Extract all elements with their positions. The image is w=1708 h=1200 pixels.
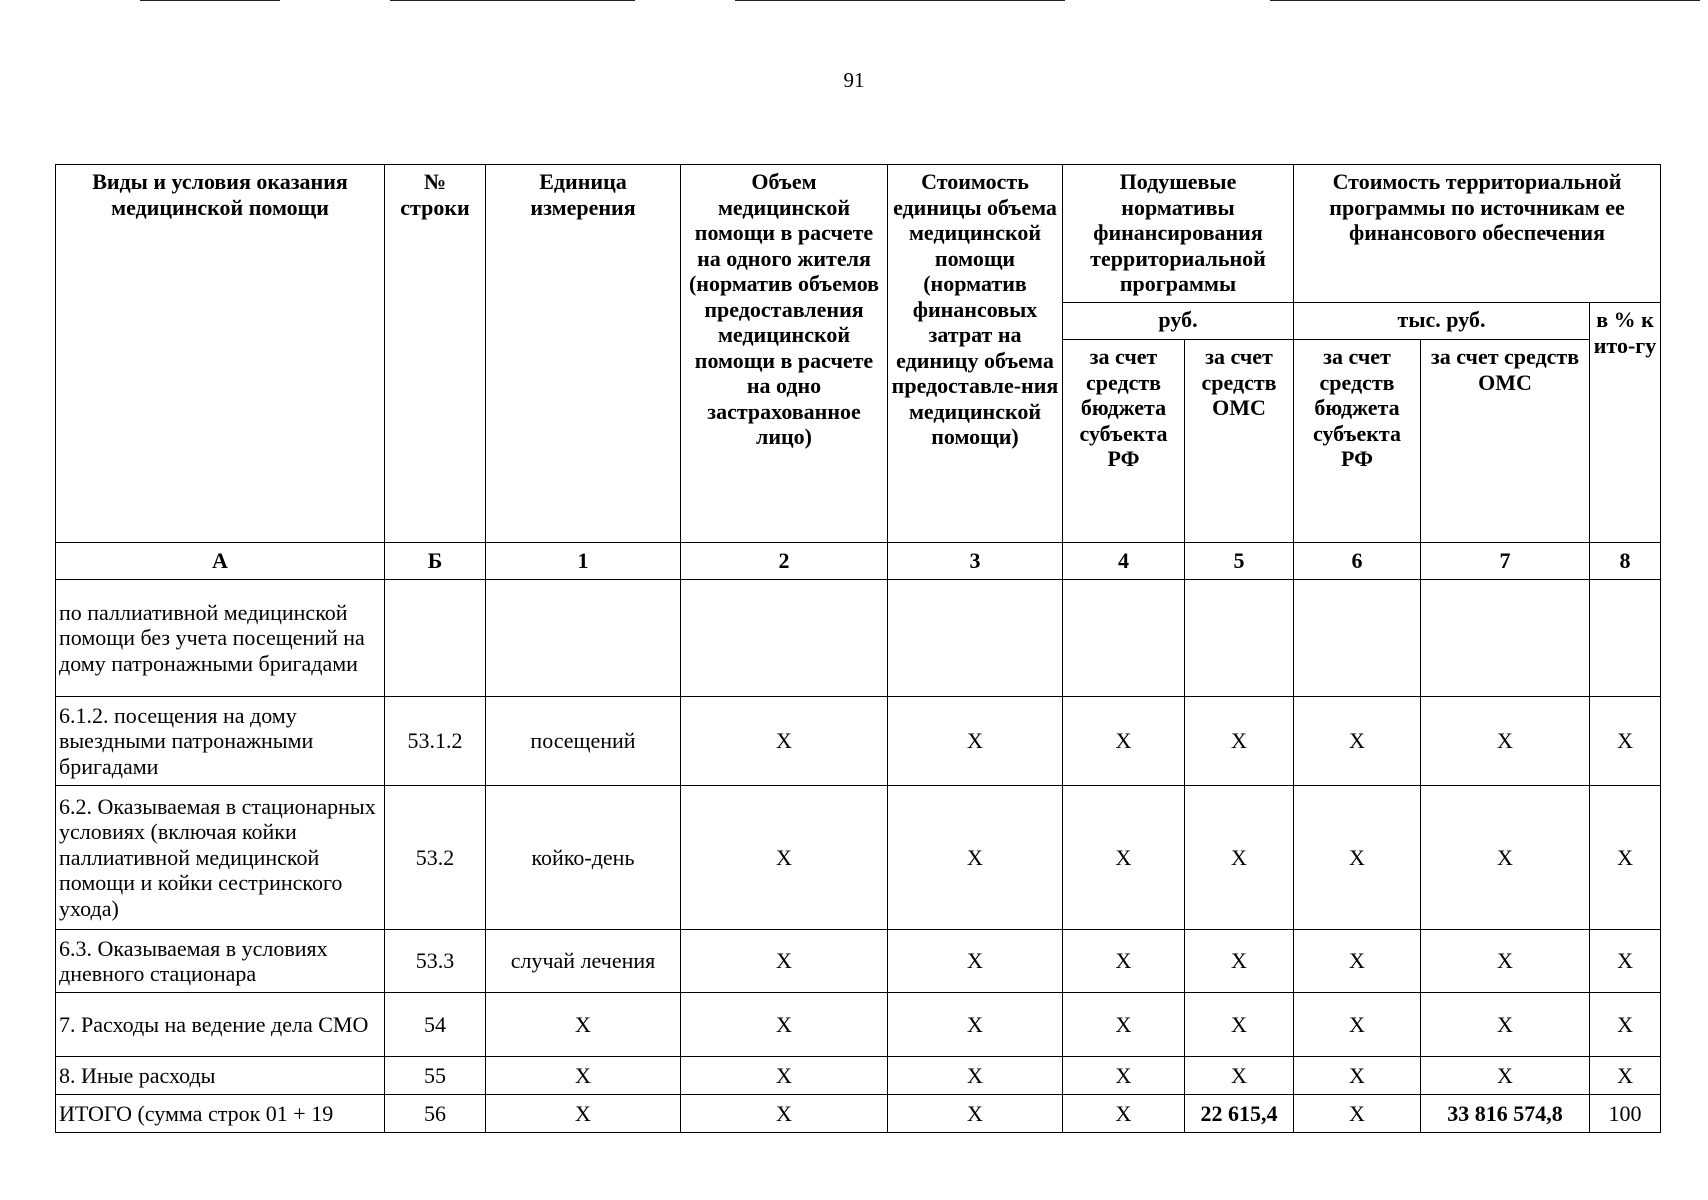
column-number-b: Б [385,543,486,580]
row-col-7: X [1421,1057,1590,1095]
table-row [56,993,1661,1057]
row-col-3: X [888,1057,1063,1095]
top-rule-1 [140,0,280,1]
row-col-3: X [888,697,1063,786]
row-line-number: 53.3 [385,930,486,993]
row-name: 6.1.2. посещения на дому выездными патронажными бригадами [56,697,385,786]
row-unit: случай лечения [486,930,681,993]
row-col-2: X [681,786,888,930]
column-number-7: 7 [1421,543,1590,580]
top-rule-2 [390,0,635,1]
header-oms-rub: за счет средств ОМС [1185,340,1294,543]
table-row [56,1057,1661,1095]
header-budget-rub: за счет средств бюджета субъекта РФ [1063,340,1185,543]
row-line-number: 53.1.2 [385,697,486,786]
header-budget-thous: за счет средств бюджета субъекта РФ [1294,340,1421,543]
row-name: по паллиативной медицинской помощи без учета посещений на дому патронажными бригадами [56,580,385,697]
row-line-number: 56 [385,1095,486,1133]
top-rule-3 [735,0,1065,1]
row-col-8: X [1590,993,1661,1057]
table-row [56,786,1661,930]
row-col-2: X [681,930,888,993]
table-row [56,580,1661,697]
row-col-6: X [1294,1057,1421,1095]
row-col-7: X [1421,786,1590,930]
header-unit: Единица измерения [486,165,681,543]
table-row-total [56,1095,1661,1133]
table-row [56,697,1661,786]
row-col-6: X [1294,930,1421,993]
row-col-3: X [888,993,1063,1057]
row-col-2: X [681,1057,888,1095]
row-name: ИТОГО (сумма строк 01 + 19 [56,1095,385,1133]
row-col-8: X [1590,697,1661,786]
header-volume: Объем медицинской помощи в расчете на одного жителя (норматив объемов предоставления медицинской помощи в расчете на одно застрахованное лицо) [681,165,888,543]
row-col-3: X [888,1095,1063,1133]
row-col-7: X [1421,930,1590,993]
row-col-4: X [1063,1095,1185,1133]
row-col-7: X [1421,697,1590,786]
row-col-8: 100 [1590,1095,1661,1133]
row-col-8: X [1590,930,1661,993]
column-number-8: 8 [1590,543,1661,580]
header-line-number: № строки [385,165,486,543]
row-col-5: X [1185,697,1294,786]
row-col-4: X [1063,697,1185,786]
row-col-7: X [1421,993,1590,1057]
row-col-3 [888,580,1063,697]
header-thous-rub: тыс. руб. [1294,303,1590,340]
row-col-7 [1421,580,1590,697]
column-number-3: 3 [888,543,1063,580]
row-col-2: X [681,697,888,786]
row-unit: X [486,993,681,1057]
row-col-7: 33 816 574,8 [1421,1095,1590,1133]
financing-table [55,164,1661,1133]
row-col-3: X [888,930,1063,993]
row-unit: посещений [486,697,681,786]
column-number-6: 6 [1294,543,1421,580]
row-col-5: X [1185,786,1294,930]
row-unit: X [486,1057,681,1095]
row-name: 7. Расходы на ведение дела СМО [56,993,385,1057]
row-col-6: X [1294,786,1421,930]
row-col-4: X [1063,930,1185,993]
row-col-6: X [1294,993,1421,1057]
page-number: 91 [843,68,865,92]
row-col-8: X [1590,1057,1661,1095]
header-per-capita-norms: Подушевые нормативы финансирования территориальной программы [1063,165,1294,303]
row-col-4: X [1063,993,1185,1057]
row-name: 6.3. Оказываемая в условиях дневного стационара [56,930,385,993]
row-name: 6.2. Оказываемая в стационарных условиях (включая койки паллиативной медицинской помощи и койки сестринского ухода) [56,786,385,930]
row-line-number: 54 [385,993,486,1057]
row-col-2 [681,580,888,697]
header-oms-thous: за счет средств ОМС [1421,340,1590,543]
header-rub: руб. [1063,303,1294,340]
row-col-4: X [1063,1057,1185,1095]
header-percent-of-total: в % к ито-гу [1590,303,1661,543]
row-name: 8. Иные расходы [56,1057,385,1095]
header-unit-cost: Стоимость единицы объема медицинской помощи (норматив финансовых затрат на единицу объема предоставле-ния медицинской помощи) [888,165,1063,543]
row-col-5 [1185,580,1294,697]
column-number-4: 4 [1063,543,1185,580]
row-col-4 [1063,580,1185,697]
row-line-number: 53.2 [385,786,486,930]
column-number-a: А [56,543,385,580]
row-col-5: X [1185,1057,1294,1095]
header-program-cost: Стоимость территориальной программы по источникам ее финансового обеспечения [1294,165,1661,303]
row-col-8: X [1590,786,1661,930]
row-col-2: X [681,1095,888,1133]
row-line-number: 55 [385,1057,486,1095]
column-number-2: 2 [681,543,888,580]
column-number-5: 5 [1185,543,1294,580]
table-row [56,930,1661,993]
row-line-number [385,580,486,697]
row-col-6 [1294,580,1421,697]
row-col-3: X [888,786,1063,930]
column-number-1: 1 [486,543,681,580]
row-unit: койко-день [486,786,681,930]
header-types-conditions: Виды и условия оказания медицинской помощи [56,165,385,543]
row-col-6: X [1294,697,1421,786]
row-col-4: X [1063,786,1185,930]
row-col-6: X [1294,1095,1421,1133]
row-col-8 [1590,580,1661,697]
row-col-2: X [681,993,888,1057]
row-col-5: 22 615,4 [1185,1095,1294,1133]
row-col-5: X [1185,993,1294,1057]
row-unit [486,580,681,697]
row-col-5: X [1185,930,1294,993]
row-unit: X [486,1095,681,1133]
top-rule-4 [1270,0,1700,1]
